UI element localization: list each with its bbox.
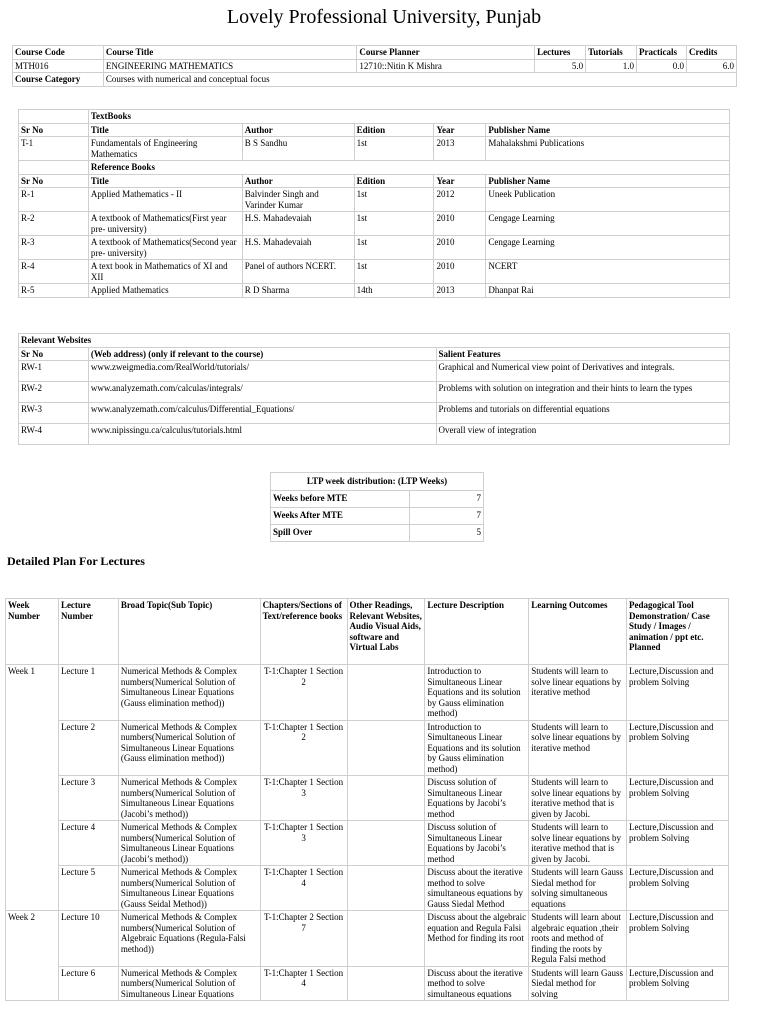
salient-features: Overall view of integration [436, 424, 729, 445]
broad-topic: Numerical Methods & Complex numbers(Numerical Solution of Simultaneous Linear Equations (Jacobi’s method)) [118, 776, 260, 821]
book-author: H.S. Mahadevaiah [242, 212, 354, 236]
other-readings [347, 821, 425, 866]
websites-table [18, 333, 730, 445]
reference-header-row [19, 174, 730, 188]
lecture-number: Lecture 4 [58, 821, 118, 866]
table-row [19, 361, 730, 382]
pedagogical-tool: Lecture,Discussion and problem Solving [627, 776, 729, 821]
salient-features: Graphical and Numerical view point of Derivatives and integrals. [436, 361, 729, 382]
ltp-table [270, 472, 484, 542]
textbooks-section-row [19, 110, 730, 124]
book-title: A textbook of Mathematics(Second year pre- university) [88, 236, 242, 260]
web-address: www.nipissingu.ca/calculus/tutorials.html [88, 424, 436, 445]
col-chapters: Chapters/Sections of Text/reference books [260, 599, 347, 665]
table-row [19, 188, 730, 212]
book-title: Fundamentals of Engineering Mathematics [88, 137, 242, 161]
course-category-value: Courses with numerical and conceptual focus [103, 73, 736, 87]
book-publisher: Dhanpat Rai [486, 284, 730, 298]
ltp-label: Weeks before MTE [271, 490, 410, 507]
col-author: Author [242, 123, 354, 137]
header-lectures: Lectures [535, 46, 586, 60]
textbook-rows [19, 137, 730, 161]
lecture-number: Lecture 6 [58, 966, 118, 1001]
table-row [19, 212, 730, 236]
broad-topic: Numerical Methods & Complex numbers(Numerical Solution of Algebraic Equations (Regula-Falsi method)) [118, 911, 260, 967]
col-author: Author [242, 174, 354, 188]
web-address: www.analyzemath.com/calculas/integrals/ [88, 382, 436, 403]
broad-topic: Numerical Methods & Complex numbers(Numerical Solution of Simultaneous Linear Equations (Jacobi’s method)) [118, 821, 260, 866]
course-credits: 6.0 [687, 59, 737, 73]
book-edition: 1st [354, 137, 434, 161]
course-header-row [13, 46, 737, 60]
book-edition: 1st [354, 260, 434, 284]
book-author: R D Sharma [242, 284, 354, 298]
table-row [6, 776, 729, 821]
col-lecture-description: Lecture Description [425, 599, 529, 665]
learning-outcome: Students will learn to solve linear equations by iterative method [529, 665, 627, 721]
learning-outcome: Students will learn to solve linear equations by iterative method that is given by Jacobi. [529, 821, 627, 866]
course-title: ENGINEERING MATHEMATICS [103, 59, 357, 73]
sr-no: RW-1 [19, 361, 89, 382]
lecture-plan-table [5, 598, 729, 1001]
reference-section-label: Reference Books [88, 161, 729, 175]
ltp-title: LTP week distribution: (LTP Weeks) [271, 473, 484, 491]
sr-no: RW-4 [19, 424, 89, 445]
table-row [19, 284, 730, 298]
col-edition: Edition [354, 123, 434, 137]
lecture-description: Introduction to Simultaneous Linear Equations and its solution by Gauss elimination method) [425, 665, 529, 721]
course-category-label: Course Category [13, 73, 104, 87]
book-edition: 1st [354, 236, 434, 260]
other-readings [347, 776, 425, 821]
salient-features: Problems and tutorials on differential equations [436, 403, 729, 424]
sr-no: R-2 [19, 212, 89, 236]
course-category-row [13, 73, 737, 87]
table-row [6, 821, 729, 866]
pedagogical-tool: Lecture,Discussion and problem Solving [627, 966, 729, 1001]
chapter-section: T-1:Chapter 1 Section 3 [260, 821, 347, 866]
col-broad-topic: Broad Topic(Sub Topic) [118, 599, 260, 665]
book-year: 2013 [434, 284, 486, 298]
broad-topic: Numerical Methods & Complex numbers(Numerical Solution of Simultaneous Linear Equations [118, 966, 260, 1001]
other-readings [347, 866, 425, 911]
book-author: B S Sandhu [242, 137, 354, 161]
book-author: Panel of authors NCERT. [242, 260, 354, 284]
other-readings [347, 720, 425, 776]
table-row [6, 911, 729, 967]
col-year: Year [434, 123, 486, 137]
books-table [18, 109, 730, 298]
chapter-section: T-1:Chapter 1 Section 4 [260, 866, 347, 911]
websites-section-label: Relevant Websites [19, 334, 730, 348]
ltp-value: 5 [410, 524, 484, 541]
book-year: 2010 [434, 212, 486, 236]
chapter-section: T-1:Chapter 1 Section 3 [260, 776, 347, 821]
col-title: Title [88, 174, 242, 188]
pedagogical-tool: Lecture,Discussion and problem Solving [627, 821, 729, 866]
lecture-description: Discuss about the iterative method to solve simultaneous equations by Gauss Siedal Method [425, 866, 529, 911]
lecture-number: Lecture 1 [58, 665, 118, 721]
table-row [271, 490, 484, 507]
ltp-value: 7 [410, 507, 484, 524]
learning-outcome: Students will learn Gauss Siedal method for solving [529, 966, 627, 1001]
page-title: Lovely Professional University, Punjab [226, 6, 542, 28]
week-number: Week 1 [6, 665, 59, 911]
book-year: 2012 [434, 188, 486, 212]
lecture-description: Discuss solution of Simultaneous Linear Equations by Jacobi’s method [425, 776, 529, 821]
col-title: Title [88, 123, 242, 137]
book-title: Applied Mathematics - II [88, 188, 242, 212]
table-row [19, 382, 730, 403]
col-lecture-number: Lecture Number [58, 599, 118, 665]
book-edition: 1st [354, 188, 434, 212]
sr-no: R-5 [19, 284, 89, 298]
book-publisher: Cengage Learning [486, 236, 730, 260]
table-row [6, 665, 729, 721]
table-row [19, 403, 730, 424]
book-title: Applied Mathematics [88, 284, 242, 298]
ltp-label: Spill Over [271, 524, 410, 541]
book-year: 2010 [434, 236, 486, 260]
col-sr-no: Sr No [19, 174, 89, 188]
table-row [271, 524, 484, 541]
lecture-plan-title: Detailed Plan For Lectures [7, 554, 145, 568]
header-tutorials: Tutorials [586, 46, 637, 60]
pedagogical-tool: Lecture,Discussion and problem Solving [627, 911, 729, 967]
book-title: A textbook of Mathematics(First year pre- university) [88, 212, 242, 236]
course-tutorials: 1.0 [586, 59, 637, 73]
table-row [6, 966, 729, 1001]
lecture-number: Lecture 5 [58, 866, 118, 911]
col-publisher: Publisher Name [486, 174, 730, 188]
lecture-number: Lecture 2 [58, 720, 118, 776]
week-number: Week 2 [6, 911, 59, 1001]
sr-no: RW-2 [19, 382, 89, 403]
textbooks-header-row [19, 123, 730, 137]
learning-outcome: Students will learn to solve linear equations by iterative method that is given by Jacobi. [529, 776, 627, 821]
ltp-title-row [271, 473, 484, 491]
web-address: www.analyzemath.com/calculus/Differential_Equations/ [88, 403, 436, 424]
col-sr-no: Sr No [19, 347, 89, 361]
broad-topic: Numerical Methods & Complex numbers(Numerical Solution of Simultaneous Linear Equations (Gauss elimination method)) [118, 720, 260, 776]
header-course-code: Course Code [13, 46, 104, 60]
header-course-planner: Course Planner [357, 46, 535, 60]
textbooks-section-label: TextBooks [88, 110, 729, 124]
sr-no: T-1 [19, 137, 89, 161]
reference-rows [19, 188, 730, 298]
lecture-header-row [6, 599, 729, 665]
book-year: 2013 [434, 137, 486, 161]
lecture-description: Discuss about the algebraic equation and Regula Falsi Method for finding its root [425, 911, 529, 967]
col-learning-outcomes: Learning Outcomes [529, 599, 627, 665]
col-other-readings: Other Readings, Relevant Websites, Audio Visual Aids, software and Virtual Labs [347, 599, 425, 665]
table-row [6, 720, 729, 776]
pedagogical-tool: Lecture,Discussion and problem Solving [627, 720, 729, 776]
book-publisher: Cengage Learning [486, 212, 730, 236]
book-publisher: Mahalakshmi Publications [486, 137, 730, 161]
web-address: www.zweigmedia.com/RealWorld/tutorials/ [88, 361, 436, 382]
book-edition: 14th [354, 284, 434, 298]
other-readings [347, 966, 425, 1001]
book-publisher: Uneek Publication [486, 188, 730, 212]
chapter-section: T-1:Chapter 2 Section 7 [260, 911, 347, 967]
col-year: Year [434, 174, 486, 188]
col-sr-no: Sr No [19, 123, 89, 137]
course-info-table [12, 45, 737, 87]
table-row [19, 137, 730, 161]
chapter-section: T-1:Chapter 1 Section 2 [260, 720, 347, 776]
sr-no: RW-3 [19, 403, 89, 424]
reference-section-row [19, 161, 730, 175]
ltp-rows [271, 490, 484, 541]
book-year: 2010 [434, 260, 486, 284]
col-week-number: Week Number [6, 599, 59, 665]
lecture-description: Discuss about the iterative method to solve simultaneous equations [425, 966, 529, 1001]
learning-outcome: Students will learn Gauss Siedal method for solving simultaneous equations [529, 866, 627, 911]
col-salient-features: Salient Features [436, 347, 729, 361]
book-author: H.S. Mahadevaiah [242, 236, 354, 260]
lecture-number: Lecture 10 [58, 911, 118, 967]
broad-topic: Numerical Methods & Complex numbers(Numerical Solution of Simultaneous Linear Equations (Gauss Seidal Method)) [118, 866, 260, 911]
header-course-title: Course Title [103, 46, 357, 60]
header-practicals: Practicals [637, 46, 687, 60]
lecture-description: Discuss solution of Simultaneous Linear Equations by Jacobi’s method [425, 821, 529, 866]
table-row [19, 236, 730, 260]
learning-outcome: Students will learn to solve linear equations by iterative method [529, 720, 627, 776]
course-value-row [13, 59, 737, 73]
chapter-section: T-1:Chapter 1 Section 4 [260, 966, 347, 1001]
book-edition: 1st [354, 212, 434, 236]
table-row [19, 260, 730, 284]
course-code: MTH016 [13, 59, 104, 73]
other-readings [347, 665, 425, 721]
col-pedagogical-tool: Pedagogical Tool Demonstration/ Case Study / Images / animation / ppt etc. Planned [627, 599, 729, 665]
col-edition: Edition [354, 174, 434, 188]
table-row [19, 424, 730, 445]
col-web-address: (Web address) (only if relevant to the course) [88, 347, 436, 361]
lecture-number: Lecture 3 [58, 776, 118, 821]
pedagogical-tool: Lecture,Discussion and problem Solving [627, 665, 729, 721]
websites-section-row [19, 334, 730, 348]
websites-header-row [19, 347, 730, 361]
sr-no: R-4 [19, 260, 89, 284]
sr-no: R-3 [19, 236, 89, 260]
lecture-rows [6, 665, 729, 1001]
broad-topic: Numerical Methods & Complex numbers(Numerical Solution of Simultaneous Linear Equations (Gauss elimination method)) [118, 665, 260, 721]
table-row [271, 507, 484, 524]
course-planner: 12710::Nitin K Mishra [357, 59, 535, 73]
book-author: Balvinder Singh and Varinder Kumar [242, 188, 354, 212]
course-practicals: 0.0 [637, 59, 687, 73]
book-publisher: NCERT [486, 260, 730, 284]
col-publisher: Publisher Name [486, 123, 730, 137]
ltp-value: 7 [410, 490, 484, 507]
salient-features: Problems with solution on integration and their hints to learn the types [436, 382, 729, 403]
ltp-label: Weeks After MTE [271, 507, 410, 524]
learning-outcome: Students will learn about algebraic equation ,their roots and method of finding the roots by Regula Falsi method [529, 911, 627, 967]
sr-no: R-1 [19, 188, 89, 212]
chapter-section: T-1:Chapter 1 Section 2 [260, 665, 347, 721]
book-title: A text book in Mathematics of XI and XII [88, 260, 242, 284]
lecture-description: Introduction to Simultaneous Linear Equations and its solution by Gauss elimination method) [425, 720, 529, 776]
other-readings [347, 911, 425, 967]
website-rows [19, 361, 730, 445]
table-row [6, 866, 729, 911]
header-credits: Credits [687, 46, 737, 60]
pedagogical-tool: Lecture,Discussion and problem Solving [627, 866, 729, 911]
course-lectures: 5.0 [535, 59, 586, 73]
